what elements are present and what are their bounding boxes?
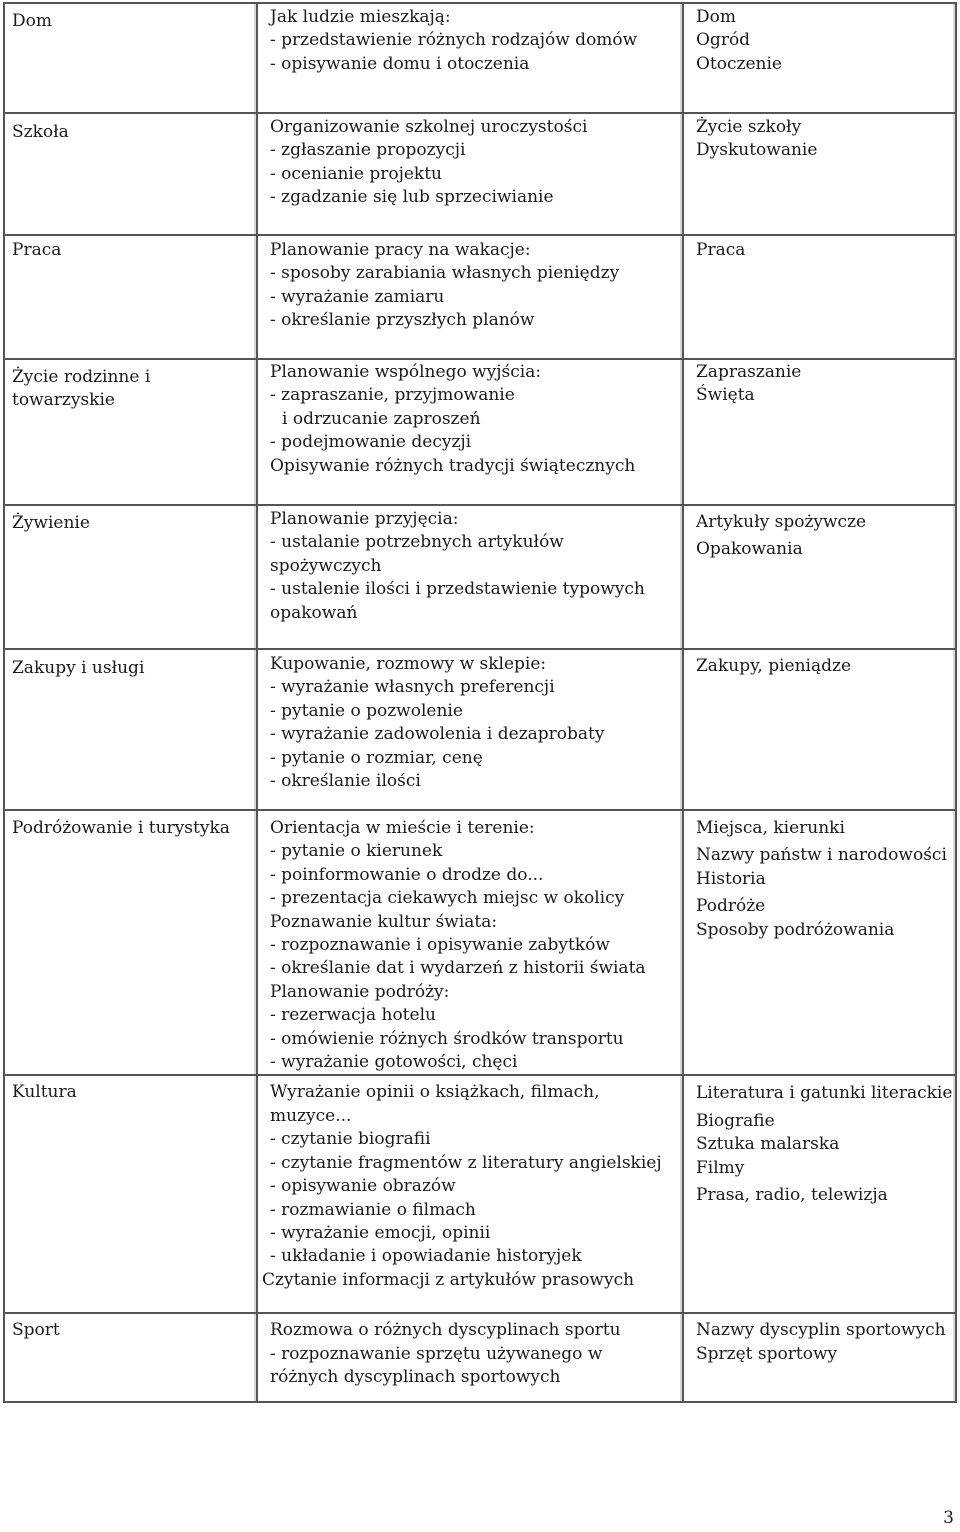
vocabulary-cell (684, 506, 957, 650)
topic-line: Dom (12, 11, 52, 31)
vocabulary-line: Miejsca, kierunki (696, 818, 845, 838)
function-line: - sposoby zarabiania własnych pieniędzy (270, 263, 620, 284)
function-line: - określanie ilości (270, 771, 421, 792)
functions-cell (258, 114, 684, 236)
vocabulary-line: Dyskutowanie (696, 140, 818, 161)
topic-cell (5, 114, 258, 236)
function-line: Organizowanie szkolnej uroczystości (270, 117, 588, 137)
table-row (5, 236, 957, 360)
vocabulary-line: Opakowania (696, 539, 803, 560)
vocabulary-cell (684, 811, 957, 1076)
vocabulary-line: Święta (696, 385, 755, 406)
function-line: różnych dyscyplinach sportowych (270, 1367, 561, 1388)
topic-cell (5, 1314, 258, 1403)
topic-line: Podróżowanie i turystyka (12, 818, 230, 838)
vocabulary-line: Otoczenie (696, 53, 782, 74)
function-line: Czytanie informacji z artykułów prasowych (262, 1269, 635, 1290)
function-line: Opisywanie różnych tradycji świątecznych (270, 455, 636, 476)
topic-line: Praca (12, 240, 62, 260)
function-line: - rozpoznawanie sprzętu używanego w (270, 1343, 603, 1364)
table-row (5, 1314, 957, 1403)
function-line: opakowań (270, 602, 358, 623)
topic-line: Zakupy i usługi (12, 658, 145, 678)
function-line: - określanie przyszłych planów (270, 310, 535, 331)
table-row (5, 506, 957, 650)
function-line: muzyce... (270, 1105, 352, 1126)
curriculum-table (3, 2, 957, 1403)
vocabulary-line: Artykuły spożywcze (696, 512, 867, 532)
function-line: - opisywanie obrazów (270, 1176, 456, 1197)
function-line: Poznawanie kultur świata: (270, 911, 498, 932)
vocabulary-line: Ogród (696, 30, 751, 51)
vocabulary-line: Sprzęt sportowy (696, 1343, 838, 1364)
function-line: - ustalanie potrzebnych artykułów (270, 532, 564, 553)
function-line: Planowanie przyjęcia: (270, 509, 459, 529)
vocabulary-line: Nazwy dyscyplin sportowych (696, 1320, 946, 1341)
table-row (5, 811, 957, 1076)
function-line: - ocenianie projektu (270, 163, 442, 184)
vocabulary-line: Sztuka malarska (696, 1134, 840, 1155)
function-line: - rozpoznawanie i opisywanie zabytków (270, 935, 610, 956)
function-line: i odrzucanie zaproszeń (282, 408, 481, 429)
table-row (5, 1076, 957, 1314)
topic-cell (5, 650, 258, 811)
vocabulary-line: Podróże (696, 896, 766, 917)
vocabulary-cell (684, 1076, 957, 1314)
function-line: Planowanie wspólnego wyjścia: (270, 362, 542, 382)
vocabulary-line: Filmy (696, 1157, 745, 1178)
functions-cell (258, 236, 684, 360)
function-line: - zgadzanie się lub sprzeciwianie (270, 187, 554, 208)
functions-cell (258, 4, 684, 114)
functions-cell (258, 650, 684, 811)
vocabulary-cell (684, 1314, 957, 1403)
topic-cell (5, 4, 258, 114)
function-line: spożywczych (270, 555, 382, 576)
vocabulary-cell (684, 4, 957, 114)
function-line: Planowanie pracy na wakacje: (270, 240, 531, 260)
topic-line: Kultura (12, 1082, 77, 1103)
function-line: - prezentacja ciekawych miejsc w okolicy (270, 888, 625, 909)
function-line: - czytanie biografii (270, 1129, 431, 1150)
function-line: - przedstawienie różnych rodzajów domów (270, 30, 638, 51)
vocabulary-line: Nazwy państw i narodowości (696, 845, 947, 866)
table-row (5, 4, 957, 114)
topic-cell (5, 236, 258, 360)
function-line: - określanie dat i wydarzeń z historii świata (270, 958, 646, 979)
functions-cell (258, 811, 684, 1076)
function-line: - zapraszanie, przyjmowanie (270, 385, 515, 406)
vocabulary-line: Historia (696, 868, 766, 889)
function-line: - wyrażanie gotowości, chęci (270, 1052, 518, 1073)
topic-line: Szkoła (12, 122, 69, 142)
function-line: Jak ludzie mieszkają: (270, 7, 451, 27)
function-line: - rozmawianie o filmach (270, 1199, 476, 1220)
vocabulary-line: Biografie (696, 1110, 775, 1131)
function-line: - wyrażanie emocji, opinii (270, 1222, 491, 1243)
function-line: - ustalenie ilości i przedstawienie typowych (270, 579, 645, 600)
topic-line: Żywienie (12, 513, 90, 533)
topic-cell (5, 811, 258, 1076)
function-line: - pytanie o kierunek (270, 841, 443, 862)
function-line: Orientacja w mieście i terenie: (270, 818, 535, 838)
function-line: Kupowanie, rozmowy w sklepie: (270, 654, 547, 674)
vocabulary-cell (684, 360, 957, 506)
function-line: - rezerwacja hotelu (270, 1005, 436, 1026)
vocabulary-line: Praca (696, 240, 746, 260)
topic-cell (5, 506, 258, 650)
function-line: - czytanie fragmentów z literatury angielskiej (270, 1152, 662, 1173)
function-line: - pytanie o rozmiar, cenę (270, 747, 483, 768)
functions-cell (258, 506, 684, 650)
function-line: - układanie i opowiadanie historyjek (270, 1246, 582, 1267)
vocabulary-cell (684, 114, 957, 236)
function-line: - poinformowanie o drodze do... (270, 864, 544, 885)
functions-cell (258, 1314, 684, 1403)
page-number: 3 (943, 1508, 954, 1528)
vocabulary-line: Prasa, radio, telewizja (696, 1185, 888, 1206)
topic-cell (5, 1076, 258, 1314)
function-line: Rozmowa o różnych dyscyplinach sportu (270, 1320, 621, 1341)
topic-line: Sport (12, 1320, 60, 1341)
vocabulary-line: Sposoby podróżowania (696, 919, 895, 940)
vocabulary-line: Życie szkoły (696, 117, 802, 137)
function-line: - opisywanie domu i otoczenia (270, 53, 530, 74)
vocabulary-line: Literatura i gatunki literackie (696, 1083, 953, 1104)
function-line: - zgłaszanie propozycji (270, 140, 466, 161)
functions-cell (258, 1076, 684, 1314)
function-line: - pytanie o pozwolenie (270, 700, 463, 721)
vocabulary-line: Zakupy, pieniądze (696, 656, 852, 676)
function-line: Planowanie podróży: (270, 981, 450, 1002)
function-line: - wyrażanie własnych preferencji (270, 677, 555, 698)
vocabulary-line: Dom (696, 7, 736, 27)
topic-line: Życie rodzinne i (12, 367, 151, 387)
function-line: - omówienie różnych środków transportu (270, 1028, 624, 1049)
vocabulary-cell (684, 650, 957, 811)
function-line: - wyrażanie zamiaru (270, 286, 445, 307)
topic-line: towarzyskie (12, 390, 115, 411)
function-line: Wyrażanie opinii o książkach, filmach, (270, 1082, 600, 1103)
table-row (5, 650, 957, 811)
functions-cell (258, 360, 684, 506)
topic-cell (5, 360, 258, 506)
vocabulary-line: Zapraszanie (696, 362, 802, 382)
vocabulary-cell (684, 236, 957, 360)
function-line: - wyrażanie zadowolenia i dezaprobaty (270, 724, 605, 745)
table-row (5, 114, 957, 236)
function-line: - podejmowanie decyzji (270, 432, 472, 453)
table-row (5, 360, 957, 506)
